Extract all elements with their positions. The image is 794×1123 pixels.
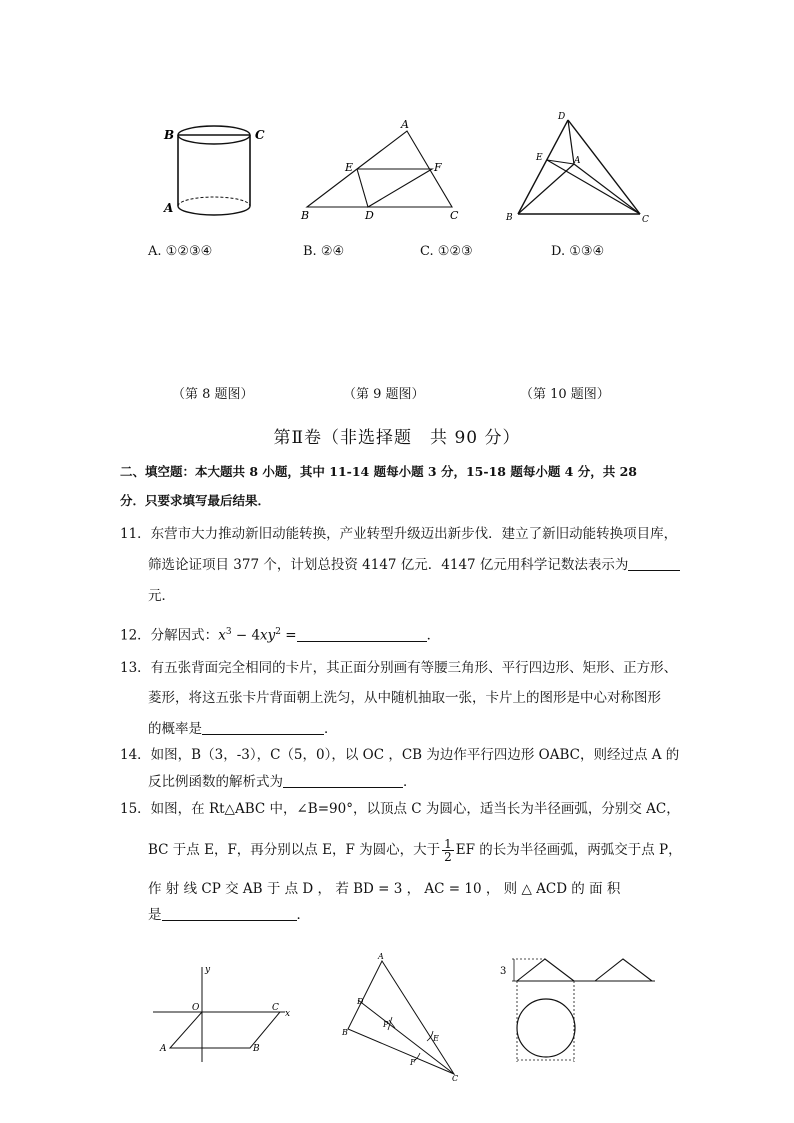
q15-line2 bbox=[148, 836, 682, 864]
fig10-line-EC bbox=[547, 160, 640, 214]
q12-answer-blank[interactable] bbox=[297, 627, 427, 642]
fig14-label-y: y bbox=[205, 965, 211, 975]
q11-line2 bbox=[148, 555, 680, 575]
fig10-line-BA bbox=[518, 164, 574, 214]
caption-fig9: （第 9 题图） bbox=[343, 387, 425, 402]
fig14-label-A: A bbox=[160, 1044, 167, 1054]
circle bbox=[517, 999, 575, 1057]
figure-q16-shapes bbox=[495, 952, 665, 1067]
q12-mid: − 4 bbox=[231, 627, 261, 644]
q15-line3: 作 射 线 CP 交 AB 于 点 D ， 若 BD = 3 ， AC = 10 ， 则 △ ACD 的 面 积 bbox=[148, 881, 621, 897]
fig10-label-E: E bbox=[536, 153, 543, 163]
parallelogram-EDF bbox=[357, 169, 432, 207]
q11-line1: 11．东营市大力推动新旧动能转换，产业转型升级迈出新步伐．建立了新旧动能转换项目库， bbox=[120, 526, 678, 542]
option-a: A. ①②③④ bbox=[148, 244, 213, 259]
q15-answer-blank[interactable] bbox=[162, 906, 297, 921]
q13-line2: 菱形，将这五张卡片背面朝上洗匀，从中随机抽取一张，卡片上的图形是中心对称图形 bbox=[148, 690, 661, 706]
fig9-label-E: E bbox=[345, 161, 354, 174]
fig9-label-F: F bbox=[434, 161, 442, 174]
q12-exp3: 3 bbox=[225, 627, 232, 637]
q12-x: x bbox=[218, 627, 226, 644]
fig8-label-B: B bbox=[164, 128, 175, 142]
q12-line bbox=[120, 622, 440, 646]
q15-line4-text: 是 bbox=[148, 907, 162, 923]
q11-answer-blank[interactable] bbox=[628, 556, 680, 571]
figure-10-figure bbox=[500, 108, 660, 228]
fig15-label-C: C bbox=[452, 1074, 459, 1083]
q15-line2a: BC 于点 E，F，再分别以点 E，F 为圆心，大于 bbox=[148, 842, 441, 858]
ray-CP bbox=[358, 1000, 454, 1074]
q13-line3 bbox=[148, 719, 338, 739]
option-c: C. ①②③ bbox=[420, 244, 473, 259]
figure-q15-triangle bbox=[340, 950, 465, 1085]
option-d: D. ①③④ bbox=[551, 244, 605, 259]
q14-line2-text: 反比例函数的解析式为 bbox=[148, 774, 283, 790]
q14-line2-end: ． bbox=[403, 774, 417, 790]
triangle-ABC bbox=[348, 961, 454, 1074]
fig10-label-C: C bbox=[642, 215, 649, 225]
fig14-label-B: B bbox=[253, 1044, 260, 1054]
section-title: 第Ⅱ卷（非选择题 共 90 分） bbox=[273, 428, 521, 448]
fig14-label-x: x bbox=[285, 1009, 291, 1019]
fig9-label-C: C bbox=[450, 209, 459, 222]
fig15-label-F: F bbox=[410, 1058, 416, 1067]
caption-fig8: （第 8 题图） bbox=[172, 387, 254, 402]
q15-line2b: EF 的长为半径画弧，两弧交于点 P， bbox=[455, 842, 682, 858]
q15-frac-num: 1 bbox=[444, 837, 452, 851]
fig14-label-C: C bbox=[272, 1003, 279, 1013]
q11-line2-text: 筛选论证项目 377 个，计划总投资 4147 亿元．4147 亿元用科学记数法表示为 bbox=[148, 557, 629, 573]
triangle-right bbox=[595, 959, 652, 981]
caption-fig10: （第 10 题图） bbox=[520, 387, 610, 402]
q14-line1: 14．如图，B（3，-3），C（5，0），以 OC ，CB 为边作平行四边形 OABC，则经过点 A 的 bbox=[120, 747, 680, 763]
part2-line1: 二、填空题：本大题共 8 小题，其中 11-14 题每小题 3 分，15-18 题每小题 4 分，共 28 bbox=[120, 464, 637, 479]
q13-line1: 13．有五张背面完全相同的卡片，其正面分别画有等腰三角形、平行四边形、矩形、正方形、 bbox=[120, 660, 678, 676]
fig15-label-B: B bbox=[342, 1028, 348, 1037]
q12-suffix: ． bbox=[426, 627, 441, 644]
q13-line3-end: ． bbox=[324, 721, 338, 737]
q15-fraction bbox=[442, 838, 454, 863]
q14-line2 bbox=[148, 772, 417, 792]
figure-9-triangle bbox=[295, 118, 465, 223]
q15-line4 bbox=[148, 905, 310, 925]
cylinder-bottom-front-arc bbox=[178, 206, 250, 215]
fig14-label-O: O bbox=[192, 1003, 200, 1013]
fig9-label-D: D bbox=[365, 209, 374, 222]
fig15-label-E: E bbox=[433, 1034, 439, 1043]
q13-line3-text: 的概率是 bbox=[148, 721, 202, 737]
q15-line4-end: ． bbox=[296, 907, 310, 923]
parallelogram-OABC bbox=[170, 1012, 280, 1048]
q12-exp2: 2 bbox=[275, 627, 282, 637]
fig10-label-D: D bbox=[558, 112, 566, 122]
q14-answer-blank[interactable] bbox=[283, 773, 403, 788]
triangle-left bbox=[517, 959, 574, 981]
figure-q14-coordinate bbox=[150, 962, 310, 1067]
part2-line2: 分．只要求填写最后结果． bbox=[120, 493, 271, 508]
fig15-label-A: A bbox=[378, 952, 384, 961]
q15-line1: 15．如图，在 Rt△ABC 中，∠B=90°，以顶点 C 为圆心，适当长为半径画弧，分别交 AC， bbox=[120, 801, 680, 817]
fig8-label-A: A bbox=[164, 201, 174, 215]
q12-xy: xy bbox=[260, 627, 276, 644]
fig15-label-D: D bbox=[357, 997, 364, 1006]
q15-frac-den: 2 bbox=[444, 850, 452, 864]
option-b: B. ②④ bbox=[303, 244, 345, 259]
dim-label: 3 bbox=[500, 966, 507, 977]
fig9-label-B: B bbox=[301, 209, 310, 222]
figure-8-cylinder bbox=[160, 118, 280, 223]
fig10-label-A: A bbox=[574, 156, 581, 166]
q13-answer-blank[interactable] bbox=[202, 720, 324, 735]
fig8-label-C: C bbox=[255, 128, 265, 142]
fig9-label-A: A bbox=[401, 118, 409, 131]
q12-prefix: 12．分解因式： bbox=[120, 627, 219, 644]
q12-eq: = bbox=[281, 627, 297, 644]
fig10-label-B: B bbox=[506, 213, 513, 223]
q11-line3: 元． bbox=[148, 588, 175, 604]
cylinder-bottom-back-arc bbox=[178, 197, 250, 206]
fig15-label-P: P bbox=[383, 1020, 389, 1029]
fig10-line-DB bbox=[518, 120, 568, 214]
